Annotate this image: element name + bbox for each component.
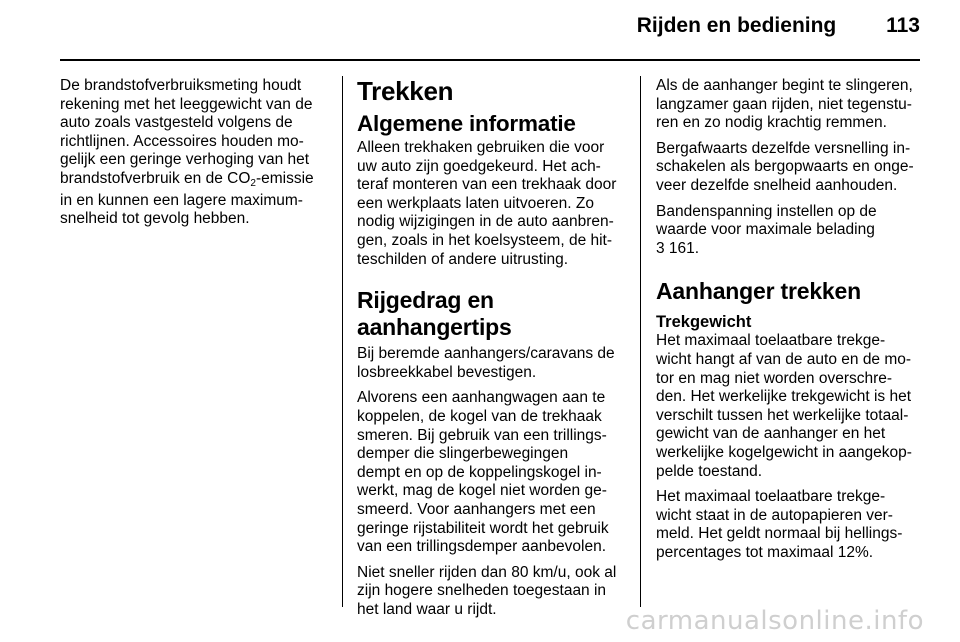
column-divider-left [342, 76, 343, 607]
downhill-paragraph: Bergafwaarts dezelfde versnelling in- schakelen als bergopwaarts en onge- veer dezelfde snelheid aanhouden. [656, 139, 914, 194]
subheading-driving-tips: Rijgedrag en aanhangertips [357, 287, 512, 341]
page-header [637, 14, 920, 38]
fuel-consumption-paragraph: De brandstofverbruiksmeting houdt rekening met het leeggewicht van de auto zoals vastgesteld volgens de richtlijnen. Accessoires houden mo- gelijk een geringe verhoging van het brandstofverbruik en de $CO_2$-emissie in en kunnen een lagere maximum- snelheid tot gevolg hebben. [60, 77, 314, 228]
subheading-general-info: Algemene informatie [357, 111, 576, 136]
subheading-towing-trailer: Aanhanger trekken [656, 278, 861, 305]
page-reference[interactable]: 161. [664, 239, 700, 257]
column-divider-right [640, 76, 641, 607]
subheading-towing-weight: Trekgewicht [656, 313, 752, 332]
column-middle [357, 77, 625, 626]
section-heading-trekken: Trekken [357, 76, 454, 106]
tips-paragraph-1: Bij beremde aanhangers/caravans de losbreekkabel bevestigen. [357, 345, 615, 381]
page-number: 113 [886, 14, 920, 37]
site-watermark: carmanualsonline.info [625, 606, 924, 636]
general-info-paragraph: Alleen trekhaken gebruiken die voor uw auto zijn goedgekeurd. Het ach- teraf monteren van een trekhaak door een werkplaats laten uitvoeren. Zo nodig wijzigingen in de auto aanbren- gen, zoals in het koelsysteem, de hit- teschilden of andere uitrusting. [357, 139, 617, 268]
header-rule [60, 59, 920, 61]
column-right [656, 77, 924, 569]
column-left [60, 77, 326, 236]
page-reference-arrow-icon: 3 [656, 239, 665, 257]
tips-paragraph-2: Alvorens een aanhangwagen aan te koppelen, de kogel van de trekhaak smeren. Bij gebruik van een trillings- demper die slingerbewegingen dempt en op de koppelingskogel in- werkt, mag de kogel niet worden ge- smeerd. Voor aanhangers met een geringe rijstabiliteit wordt het gebruik van een trillingsdemper aanbevolen. [357, 389, 609, 556]
chapter-title: Rijden en bediening [636, 14, 837, 37]
weight-paragraph-2: Het maximaal toelaatbare trekge- wicht staat in de autopapieren ver- meld. Het geldt normaal bij hellings- percentages tot maximaal 12%. [656, 488, 903, 561]
sway-paragraph: Als de aanhanger begint te slingeren, langzamer gaan rijden, niet tegenstu- ren en zo nodig krachtig remmen. [656, 77, 913, 132]
tyre-pressure-paragraph: Bandenspanning instellen op de waarde voor maximale belading 3 161. [656, 202, 877, 257]
weight-paragraph-1: Het maximaal toelaatbare trekge- wicht hangt af van de auto en de mo- tor en mag niet worden overschre- den. Het werkelijke trekgewicht is het verschilt tussen het werkelijke totaal- gewicht van de aanhanger en het werkelijke kogelgewicht in aangekop- pelde toestand. [656, 332, 912, 480]
tips-paragraph-3: Niet sneller rijden dan 80 km/u, ook al zijn hogere snelheden toegestaan in het land waar u rijdt. [357, 563, 617, 618]
